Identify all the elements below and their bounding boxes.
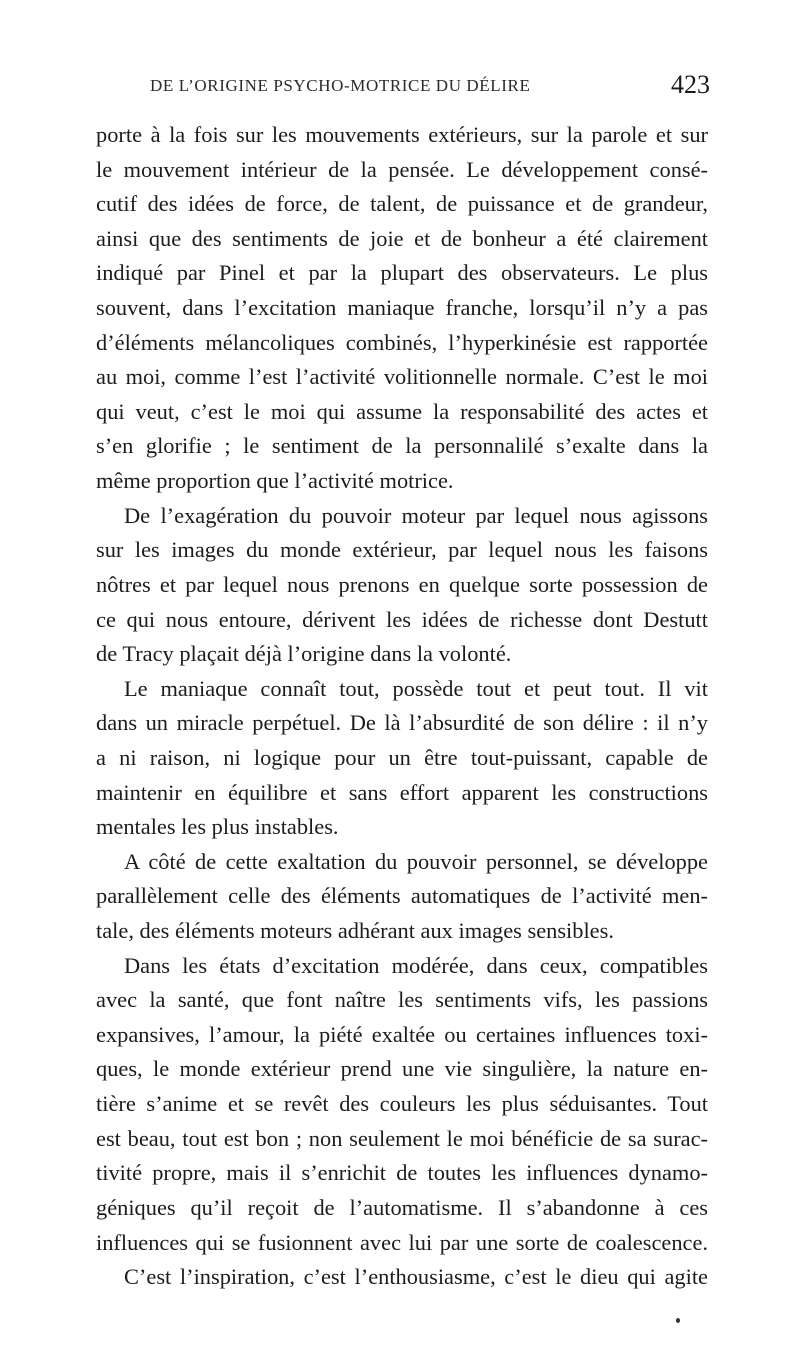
- paragraph-5: [96, 949, 708, 1295]
- text-line: avec la santé, que font naître les sentiments vifs, les passions: [96, 987, 708, 1013]
- text-line: indiqué par Pinel et par la plupart des observateurs. Le plus: [96, 260, 708, 286]
- text-line: qui veut, c’est le moi qui assume la responsabilité des actes et: [96, 398, 708, 424]
- text-line: parallèlement celle des éléments automatiques de l’activité men-: [96, 883, 708, 909]
- text-line: tale, des éléments moteurs adhérant aux images sensibles.: [96, 918, 614, 944]
- text-line: ques, le monde extérieur prend une vie singulière, la nature en-: [96, 1056, 708, 1082]
- text-line: est beau, tout est bon ; non seulement le moi bénéficie de sa surac-: [96, 1125, 708, 1151]
- paragraph-1: [96, 118, 708, 499]
- text-line: cutif des idées de force, de talent, de puissance et de grandeur,: [96, 191, 708, 217]
- text-line: expansives, l’amour, la piété exaltée ou certaines influences toxi-: [96, 1021, 708, 1047]
- text-line: C’est l’inspiration, c’est l’enthousiasme, c’est le dieu qui agite: [124, 1264, 708, 1290]
- text-line: même proportion que l’activité motrice.: [96, 468, 454, 494]
- text-line: porte à la fois sur les mouvements extérieurs, sur la parole et sur: [96, 122, 708, 147]
- text-line: au moi, comme l’est l’activité volitionnelle normale. C’est le moi: [96, 364, 708, 390]
- text-line: nôtres et par lequel nous prenons en quelque sorte possession de: [96, 571, 708, 597]
- text-line: géniques qu’il reçoit de l’automatisme. Il s’abandonne à ces: [96, 1194, 708, 1220]
- text-line: tivité propre, mais il s’enrichit de toutes les influences dynamo-: [96, 1160, 708, 1186]
- text-line: A côté de cette exaltation du pouvoir personnel, se développe: [124, 848, 708, 874]
- paragraph-2: [96, 499, 708, 672]
- text-line: ainsi que des sentiments de joie et de bonheur a été clairement: [96, 225, 708, 251]
- text-line: Dans les états d’excitation modérée, dans ceux, compatibles: [124, 952, 708, 978]
- page-number: 423: [671, 70, 710, 99]
- text-line: maintenir en équilibre et sans effort apparent les constructions: [96, 779, 708, 805]
- text-line: sur les images du monde extérieur, par lequel nous les faisons: [96, 537, 708, 563]
- text-line: De l’exagération du pouvoir moteur par lequel nous agissons: [124, 502, 708, 528]
- paragraph-3: [96, 672, 708, 845]
- running-head: [150, 70, 710, 106]
- text-line: de Tracy plaçait déjà l’origine dans la volonté.: [96, 641, 512, 667]
- text-line: s’en glorifie ; le sentiment de la personnalilé s’exalte dans la: [96, 433, 708, 459]
- text-line: Le maniaque connaît tout, possède tout et peut tout. Il vit: [124, 675, 708, 701]
- text-line: tière s’anime et se revêt des couleurs les plus séduisantes. Tout: [96, 1091, 708, 1117]
- running-title: DE L’ORIGINE PSYCHO-MOTRICE DU DÉLIRE: [150, 76, 531, 95]
- text-line: souvent, dans l’excitation maniaque franche, lorsqu’il n’y a pas: [96, 295, 708, 321]
- text-line: mentales les plus instables.: [96, 814, 339, 840]
- print-speck: [676, 1318, 680, 1323]
- text-line: a ni raison, ni logique pour un être tout-puissant, capable de: [96, 744, 708, 770]
- paragraph-4: [96, 845, 708, 949]
- text-line: dans un miracle perpétuel. De là l’absurdité de son délire : il n’y: [96, 710, 708, 736]
- text-line: ce qui nous entoure, dérivent les idées de richesse dont Destutt: [96, 606, 708, 632]
- body-text: [96, 118, 708, 1295]
- text-line: le mouvement intérieur de la pensée. Le développement consé-: [96, 156, 708, 182]
- text-line: influences qui se fusionnent avec lui par une sorte de coalescence.: [96, 1229, 708, 1255]
- text-line: d’éléments mélancoliques combinés, l’hyperkinésie est rapportée: [96, 329, 708, 355]
